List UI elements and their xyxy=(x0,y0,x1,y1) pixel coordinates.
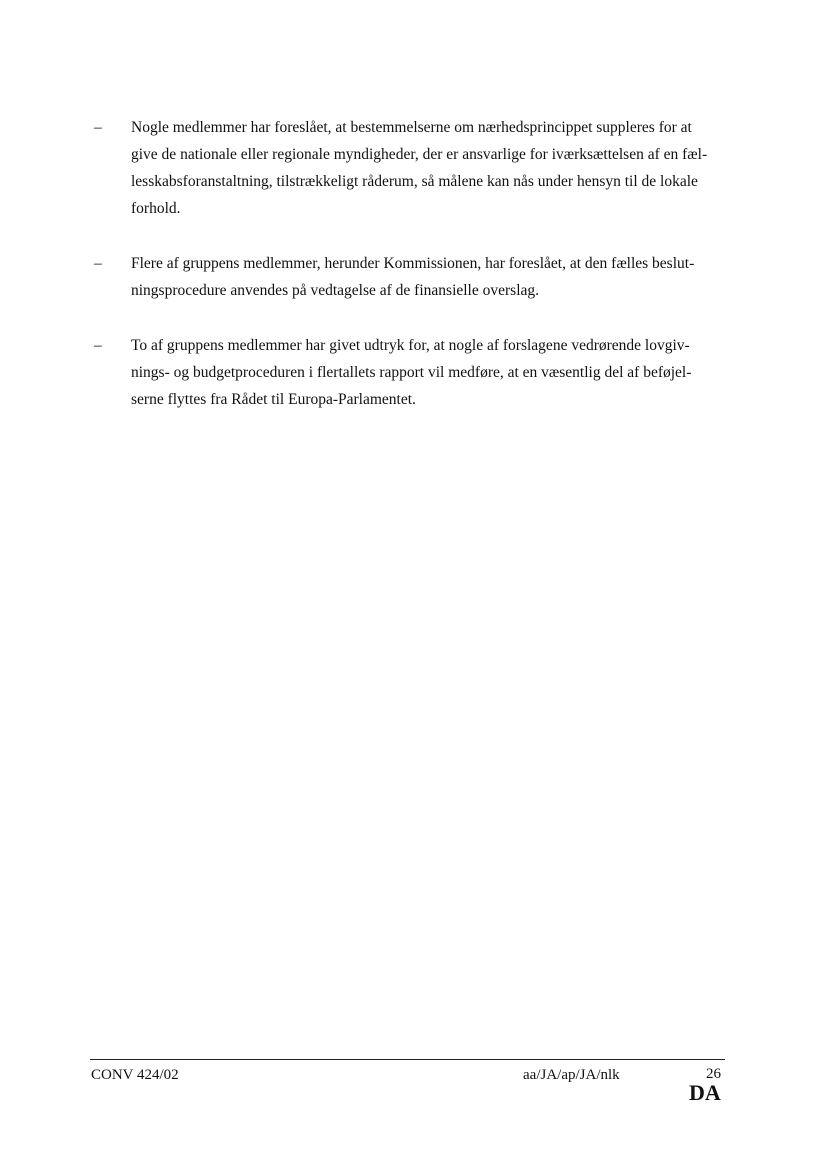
bullet-text xyxy=(131,332,731,413)
text-line: lesskabsforanstaltning, tilstrækkeligt råderum, så målene kan nås under hensyn til de lokale xyxy=(131,173,698,190)
text-line: To af gruppens medlemmer har givet udtryk for, at nogle af forslagene vedrørende lovgiv- xyxy=(131,337,690,354)
text-line: ningsprocedure anvendes på vedtagelse af de finansielle overslag. xyxy=(131,282,540,299)
bullet-text xyxy=(131,250,731,304)
text-line: serne flyttes fra Rådet til Europa-Parlamentet. xyxy=(131,391,416,408)
bullet-dash: – xyxy=(94,119,102,136)
footer-initials: aa/JA/ap/JA/nlk xyxy=(523,1067,620,1083)
text-line: give de nationale eller regionale myndigheder, der er ansvarlige for iværksættelsen af en fæl- xyxy=(131,146,708,163)
text-line: forhold. xyxy=(131,200,181,217)
text-line: Nogle medlemmer har foreslået, at bestemmelserne om nærhedsprincippet suppleres for at xyxy=(131,119,692,136)
text-line: nings- og budgetproceduren i flertallets rapport vil medføre, at en væsentlig del af beføjel- xyxy=(131,364,692,381)
footer-page-number: 26 xyxy=(706,1066,721,1082)
bullet-dash: – xyxy=(94,337,102,354)
footer-divider xyxy=(90,1059,725,1060)
bullet-text xyxy=(131,114,731,222)
text-line: Flere af gruppens medlemmer, herunder Kommissionen, har foreslået, at den fælles beslut- xyxy=(131,255,695,272)
footer-doc-reference: CONV 424/02 xyxy=(91,1067,179,1083)
bullet-dash: – xyxy=(94,255,102,272)
footer-language-code: DA xyxy=(689,1080,721,1105)
